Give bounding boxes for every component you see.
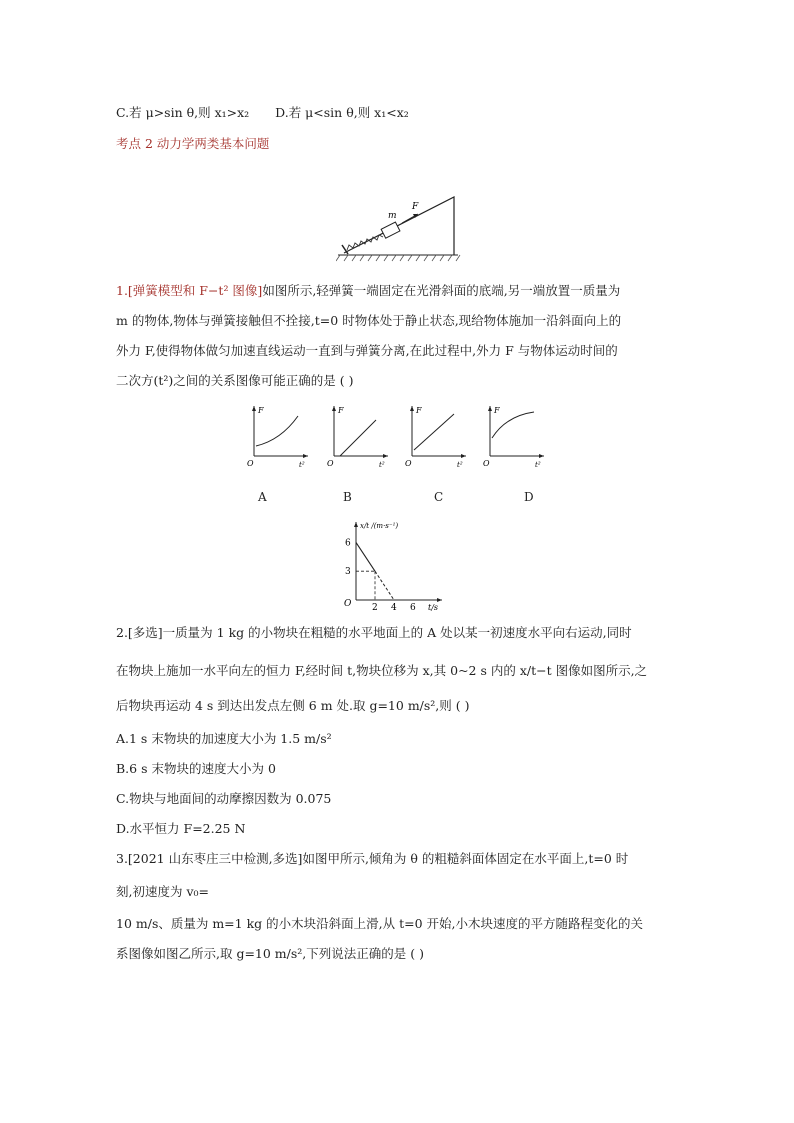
- q3-line-4: 系图像如图乙所示,取 g=10 m/s²,下列说法正确的是 ( ): [116, 946, 424, 961]
- graph-origin: O: [327, 459, 334, 468]
- option-d-text: D.若 μ<sin θ,则 x₁<x₂: [275, 105, 409, 120]
- q1-line-1: [116, 282, 620, 300]
- graph-c-curve: [414, 414, 454, 450]
- graph-d-curve: [492, 412, 534, 438]
- q1-line-3: 外力 F,使得物体做匀加速直线运动一直到与弹簧分离,在此过程中,外力 F 与物体运动时间的: [116, 343, 618, 358]
- incline-spring-figure: [336, 193, 462, 265]
- q3-line-2: 刻,初速度为 v₀=: [116, 884, 209, 899]
- graph-a-curve: [256, 416, 298, 446]
- graph-label-d: D: [524, 490, 534, 504]
- q2-series-dashed: [375, 571, 394, 600]
- q1-tag: 1.[弹簧模型和 F−t² 图像]: [116, 283, 263, 298]
- q1-line-4: 二次方(t²)之间的关系图像可能正确的是 ( ): [116, 373, 354, 388]
- q2-option-c: C.物块与地面间的动摩擦因数为 0.075: [116, 791, 332, 806]
- label-m: m: [388, 211, 397, 221]
- q2-origin: O: [344, 599, 352, 609]
- q1-line-2: m 的物体,物体与弹簧接触但不拴接,t=0 时物体处于静止状态,现给物体施加一沿斜面向上的: [116, 313, 622, 328]
- graph-y-label: F: [258, 406, 264, 415]
- graph-y-label: F: [416, 406, 422, 415]
- q2-option-b: B.6 s 末物块的速度大小为 0: [116, 761, 276, 776]
- q2-x-tick: 6: [410, 603, 416, 613]
- graph-x-label: t²: [535, 461, 541, 468]
- graph-a: [246, 404, 310, 468]
- q2-y-tick: 6: [345, 538, 351, 549]
- q2-x-tick: 4: [391, 603, 397, 613]
- graph-b-curve: [340, 420, 376, 456]
- graph-origin: O: [405, 459, 412, 468]
- q2-line-1: 2.[多选]一质量为 1 kg 的小物块在粗糙的水平地面上的 A 处以某一初速度水平向右运动,同时: [116, 625, 632, 640]
- q2-option-d: D.水平恒力 F=2.25 N: [116, 821, 246, 836]
- q2-option-a: A.1 s 末物块的加速度大小为 1.5 m/s²: [116, 731, 332, 746]
- graph-y-label: F: [494, 406, 500, 415]
- graph-d: [482, 404, 546, 468]
- q1-text-a: 如图所示,轻弹簧一端固定在光滑斜面的底端,另一端放置一质量为: [262, 283, 621, 298]
- q2-y-tick: 3: [345, 567, 351, 578]
- option-c-previous: [116, 104, 409, 122]
- graph-x-label: t²: [379, 461, 385, 468]
- graph-origin: O: [483, 459, 490, 468]
- graph-x-label: t²: [457, 461, 463, 468]
- q2-series-solid: [356, 542, 375, 571]
- graph-c: [404, 404, 468, 468]
- label-F: F: [412, 202, 419, 212]
- graph-b: [326, 404, 390, 468]
- q2-line-2: 在物块上施加一水平向左的恒力 F,经时间 t,物块位移为 x,其 0~2 s 内的 x/t−t 图像如图所示,之: [116, 663, 648, 678]
- q3-line-1: 3.[2021 山东枣庄三中检测,多选]如图甲所示,倾角为 θ 的粗糙斜面体固定在水平面上,t=0 时: [116, 851, 629, 866]
- q2-x-tick: 2: [372, 603, 378, 613]
- q2-x-label: t/s: [428, 603, 439, 612]
- graph-x-label: t²: [299, 461, 305, 468]
- graph-label-a: A: [258, 490, 267, 504]
- block-m: [381, 222, 400, 238]
- q2-line-3: 后物块再运动 4 s 到达出发点左侧 6 m 处.取 g=10 m/s²,则 ( ): [116, 698, 470, 713]
- q2-y-label: x/t /(m·s⁻¹): [360, 522, 399, 530]
- graph-y-label: F: [338, 406, 344, 415]
- section-title: 考点 2 动力学两类基本问题: [116, 136, 270, 151]
- q2-xt-graph: [334, 514, 446, 614]
- option-c-text: C.若 μ>sin θ,则 x₁>x₂: [116, 105, 250, 120]
- q3-line-3: 10 m/s、质量为 m=1 kg 的小木块沿斜面上滑,从 t=0 开始,小木块速度的平方随路程变化的关: [116, 916, 643, 931]
- graph-origin: O: [247, 459, 254, 468]
- graph-label-c: C: [434, 490, 444, 504]
- graph-label-b: B: [343, 490, 352, 504]
